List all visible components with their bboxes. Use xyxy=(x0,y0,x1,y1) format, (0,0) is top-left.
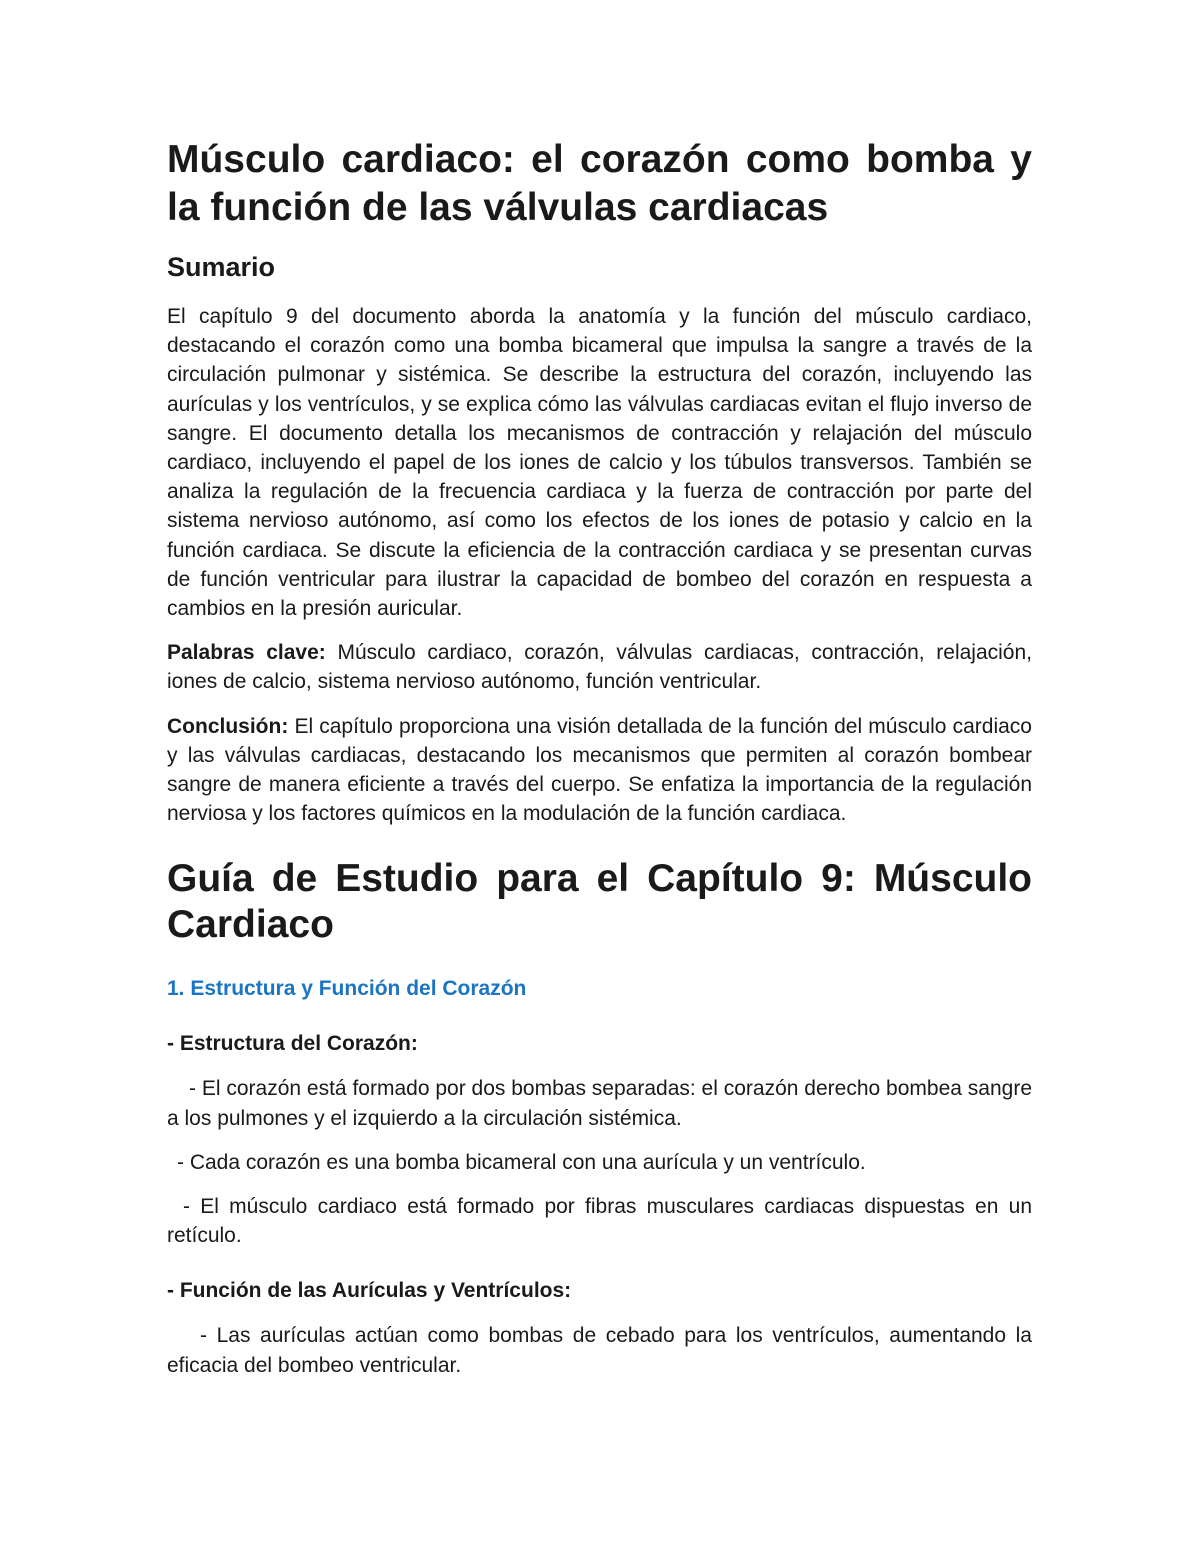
conclusion-label: Conclusión: xyxy=(167,714,289,738)
keywords-label: Palabras clave: xyxy=(167,641,326,665)
study-guide-title: Guía de Estudio para el Capítulo 9: Músculo Cardiaco xyxy=(167,857,1032,947)
keywords-text: Músculo cardiaco, corazón, válvulas cardiacas, contracción, relajación, iones de calcio, sistema nervioso autónomo, función ventricular. xyxy=(167,641,1032,694)
conclusion-text: El capítulo proporciona una visión detallada de la función del músculo cardiaco y las válvulas cardiacas, destacando los mecanismos que permiten al corazón bombear sangre de manera eficiente a través del cuerpo. Se enfatiza la importancia de la regulación nerviosa y los factores químicos en la modulación de la función cardiaca. xyxy=(167,714,1032,826)
summary-heading: Sumario xyxy=(167,252,276,282)
document-page xyxy=(167,136,1032,1380)
list-item: - El corazón está formado por dos bombas separadas: el corazón derecho bombea sangre a los pulmones y el izquierdo a la circulación sistémica. xyxy=(167,1077,1032,1130)
list-item: - Las aurículas actúan como bombas de cebado para los ventrículos, aumentando la eficacia del bombeo ventricular. xyxy=(167,1324,1032,1377)
list-item: - El músculo cardiaco está formado por fibras musculares cardiacas dispuestas en un retículo. xyxy=(167,1195,1032,1248)
document-title: Músculo cardiaco: el corazón como bomba y la función de las válvulas cardiacas xyxy=(167,138,1032,229)
conclusion-paragraph xyxy=(167,712,1032,829)
summary-paragraph: El capítulo 9 del documento aborda la anatomía y la función del músculo cardiaco, destacando el corazón como una bomba bicameral que impulsa la sangre a través de la circulación pulmonar y sistémica. Se describe la estructura del corazón, incluyendo las aurículas y los ventrículos, y se explica cómo las válvulas cardiacas evitan el flujo inverso de sangre. El documento detalla los mecanismos de contracción y relajación del músculo cardiaco, incluyendo el papel de los iones de calcio y los túbulos transversos. También se analiza la regulación de la frecuencia cardiaca y la fuerza de contracción por parte del sistema nervioso autónomo, así como los efectos de los iones de potasio y calcio en la función cardiaca. Se discute la eficiencia de la contracción cardiaca y se presentan curvas de función ventricular para ilustrar la capacidad de bombeo del corazón en respuesta a cambios en la presión auricular. xyxy=(167,305,1032,621)
function-subheading: - Función de las Aurículas y Ventrículos: xyxy=(167,1279,572,1303)
keywords-paragraph xyxy=(167,638,1032,696)
structure-subheading: - Estructura del Corazón: xyxy=(167,1032,418,1056)
list-item: - Cada corazón es una bomba bicameral con una aurícula y un ventrículo. xyxy=(177,1150,866,1174)
section-1-title: 1. Estructura y Función del Corazón xyxy=(167,977,527,1001)
